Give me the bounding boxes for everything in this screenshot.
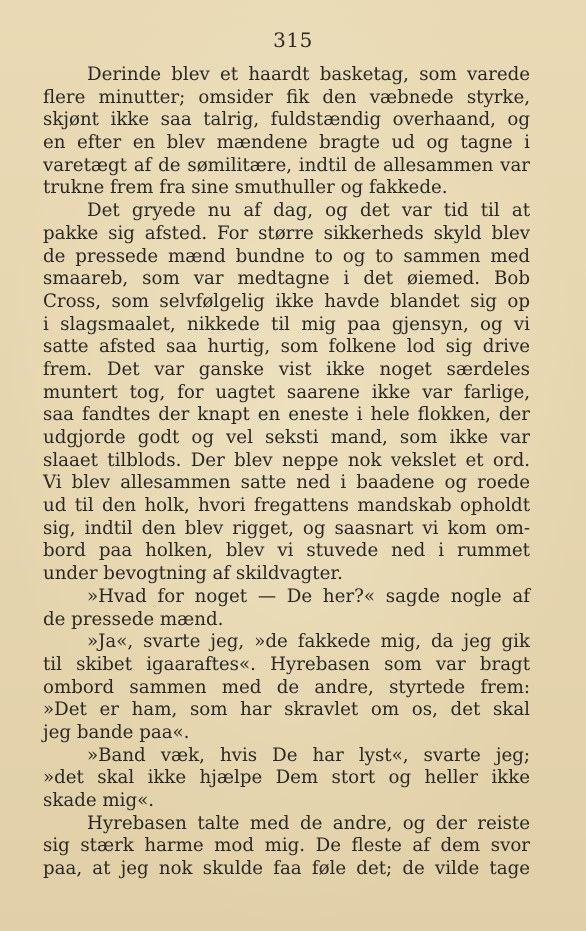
text-line: ombord sammen med de andre, styrtede frem:	[43, 676, 530, 698]
text-line: »Ja«, svarte jeg, »de fakkede mig, da jeg gik	[87, 631, 530, 653]
text-line: smaareb, som var medtagne i det øiemed. Bob	[43, 268, 530, 290]
text-line: bord paa holken, blev vi stuvede ned i rummet	[43, 540, 530, 562]
text-line: Derinde blev et haardt basketag, som varede	[87, 64, 530, 85]
text-line: i slagsmaalet, nikkede til mig paa gjensyn, og vi	[43, 313, 530, 335]
text-line: udgjorde godt og vel seksti mand, som ikke var	[43, 427, 530, 448]
text-line: de pressede mænd bundne to og to sammen med	[43, 245, 530, 267]
page-number: 315	[273, 28, 313, 52]
text-line: »det skal ikke hjælpe Dem stort og heller ikke	[43, 767, 530, 789]
text-line: jeg bande paa«.	[43, 721, 190, 743]
text-line: Det gryede nu af dag, og det var tid til at	[87, 200, 530, 222]
text-line: »Det er ham, som har skravlet om os, det skal	[43, 699, 530, 721]
text-line: pakke sig afsted. For større sikkerheds skyld blev	[43, 222, 530, 244]
text-line: slaaet tilblods. Der blev neppe nok vekslet et ord.	[43, 449, 530, 471]
text-line: Hyrebasen talte med de andre, og der reiste	[87, 812, 530, 834]
text-line: de pressede mænd.	[43, 608, 224, 630]
body-text	[43, 64, 530, 881]
text-line: paa, at jeg nok skulde faa føle det; de vilde tage	[43, 858, 530, 880]
text-line: skade mig«.	[43, 790, 154, 811]
text-line: »Band væk, hvis De har lyst«, svarte jeg;	[87, 744, 530, 766]
text-line: frem. Det var ganske vist ikke noget særdeles	[43, 358, 530, 380]
text-line: varetægt af de sømilitære, indtil de allesammen var	[43, 154, 530, 176]
text-line: Cross, som selvfølgelig ikke havde blandet sig op	[43, 290, 530, 312]
text-line: til skibet igaaraftes«. Hyrebasen som var bragt	[43, 653, 530, 675]
text-line: en efter en blev mændene bragte ud og tagne i	[43, 132, 530, 154]
text-line: Vi blev allesammen satte ned i baadene og roede	[43, 472, 530, 494]
text-line: sig stærk harme mod mig. De fleste af dem svor	[43, 835, 530, 857]
text-line: satte afsted saa hurtig, som folkene lod sig drive	[43, 336, 530, 358]
text-line: saa fandtes der knapt en eneste i hele flokken, der	[43, 404, 530, 426]
text-line: »Hvad for noget — De her?« sagde nogle af	[87, 585, 530, 607]
text-line: muntert tog, for uagtet saarene ikke var farlige,	[43, 381, 530, 403]
text-line: sig, indtil den blev rigget, og saasnart vi kom om-	[43, 517, 530, 539]
text-line: ud til den holk, hvori fregattens mandskab opholdt	[43, 495, 530, 517]
text-line: under bevogtning af skildvagter.	[43, 563, 343, 585]
text-line: trukne frem fra sine smuthuller og fakkede.	[43, 177, 448, 199]
text-line: flere minutter; omsider fik den væbnede styrke,	[43, 86, 530, 108]
text-line: skjønt ikke saa talrig, fuldstændig overhaand, og	[43, 109, 530, 131]
